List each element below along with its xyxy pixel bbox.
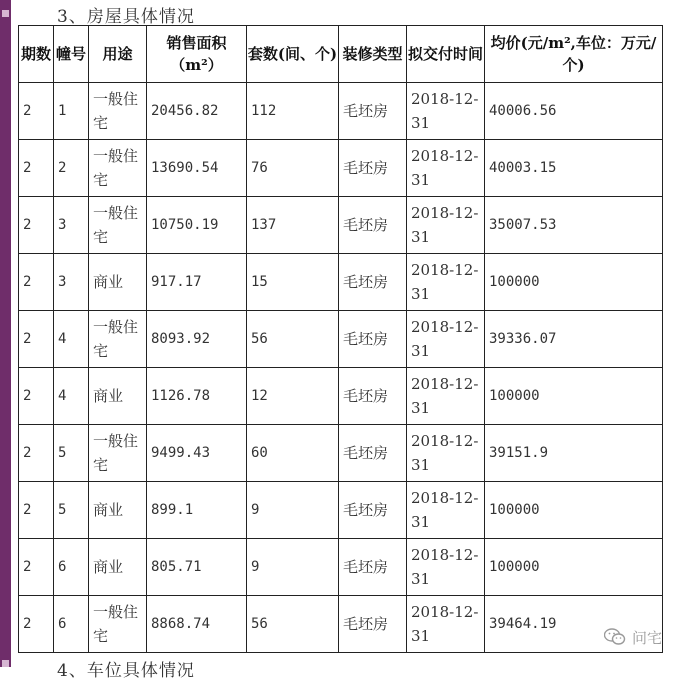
cell-usage: 一般住宅 xyxy=(89,140,147,197)
cell-area: 805.71 xyxy=(147,539,247,596)
table-row xyxy=(19,482,663,539)
header-units: 套数(间、个) xyxy=(247,26,339,83)
cell-decoration: 毛坯房 xyxy=(339,254,407,311)
cell-period: 2 xyxy=(19,368,54,425)
table-row xyxy=(19,140,663,197)
cell-area: 899.1 xyxy=(147,482,247,539)
cell-decoration: 毛坯房 xyxy=(339,596,407,653)
header-usage: 用途 xyxy=(89,26,147,83)
table-row xyxy=(19,368,663,425)
header-building: 幢号 xyxy=(54,26,89,83)
table-row xyxy=(19,539,663,596)
cell-decoration: 毛坯房 xyxy=(339,311,407,368)
watermark xyxy=(604,625,684,649)
cell-period: 2 xyxy=(19,197,54,254)
header-period: 期数 xyxy=(19,26,54,83)
cell-units: 56 xyxy=(247,311,339,368)
cell-price: 39151.9 xyxy=(485,425,663,482)
cell-usage: 一般住宅 xyxy=(89,311,147,368)
cell-area: 9499.43 xyxy=(147,425,247,482)
cell-price: 40003.15 xyxy=(485,140,663,197)
cell-period: 2 xyxy=(19,140,54,197)
cell-price: 39464.19 xyxy=(485,596,663,653)
cell-period: 2 xyxy=(19,311,54,368)
cell-units: 76 xyxy=(247,140,339,197)
cell-decoration: 毛坯房 xyxy=(339,368,407,425)
table-row xyxy=(19,254,663,311)
cell-building: 5 xyxy=(54,482,89,539)
cell-delivery: 2018-12-31 xyxy=(407,596,485,653)
cell-decoration: 毛坯房 xyxy=(339,539,407,596)
cell-period: 2 xyxy=(19,482,54,539)
cell-usage: 一般住宅 xyxy=(89,83,147,140)
cell-usage: 一般住宅 xyxy=(89,596,147,653)
header-decoration: 装修类型 xyxy=(339,26,407,83)
next-section-heading: 4、车位具体情况 xyxy=(57,661,195,681)
cell-decoration: 毛坯房 xyxy=(339,482,407,539)
cell-delivery: 2018-12-31 xyxy=(407,311,485,368)
cell-delivery: 2018-12-31 xyxy=(407,425,485,482)
cell-usage: 商业 xyxy=(89,254,147,311)
cell-usage: 商业 xyxy=(89,539,147,596)
cell-price: 35007.53 xyxy=(485,197,663,254)
cell-price: 100000 xyxy=(485,482,663,539)
cell-building: 3 xyxy=(54,254,89,311)
cell-usage: 一般住宅 xyxy=(89,197,147,254)
table-row xyxy=(19,425,663,482)
cell-building: 4 xyxy=(54,368,89,425)
cell-delivery: 2018-12-31 xyxy=(407,197,485,254)
cell-units: 112 xyxy=(247,83,339,140)
cell-area: 1126.78 xyxy=(147,368,247,425)
table-row xyxy=(19,596,663,653)
cell-usage: 商业 xyxy=(89,482,147,539)
cell-area: 8868.74 xyxy=(147,596,247,653)
cell-area: 20456.82 xyxy=(147,83,247,140)
wechat-logo-icon xyxy=(604,628,626,646)
cell-usage: 一般住宅 xyxy=(89,425,147,482)
cell-building: 1 xyxy=(54,83,89,140)
cell-building: 6 xyxy=(54,539,89,596)
cell-delivery: 2018-12-31 xyxy=(407,254,485,311)
cell-area: 917.17 xyxy=(147,254,247,311)
cell-decoration: 毛坯房 xyxy=(339,140,407,197)
header-area: 销售面积（m²） xyxy=(147,26,247,83)
bar-mark xyxy=(2,660,9,667)
housing-details-table xyxy=(18,25,663,653)
table-header-row xyxy=(19,26,663,83)
table-row xyxy=(19,197,663,254)
cell-delivery: 2018-12-31 xyxy=(407,83,485,140)
watermark-text: 问宅 xyxy=(632,628,663,647)
table-row xyxy=(19,83,663,140)
cell-units: 12 xyxy=(247,368,339,425)
cell-price: 100000 xyxy=(485,368,663,425)
cell-area: 10750.19 xyxy=(147,197,247,254)
header-price: 均价(元/m²,车位：万元/个) xyxy=(485,26,663,83)
cell-units: 9 xyxy=(247,539,339,596)
table-row xyxy=(19,311,663,368)
cell-building: 5 xyxy=(54,425,89,482)
bar-mark xyxy=(2,10,9,17)
cell-decoration: 毛坯房 xyxy=(339,83,407,140)
cell-price: 100000 xyxy=(485,539,663,596)
cell-usage: 商业 xyxy=(89,368,147,425)
left-decorative-bar xyxy=(0,0,11,667)
cell-delivery: 2018-12-31 xyxy=(407,482,485,539)
cell-building: 4 xyxy=(54,311,89,368)
cell-period: 2 xyxy=(19,425,54,482)
cell-building: 2 xyxy=(54,140,89,197)
cell-units: 56 xyxy=(247,596,339,653)
cell-units: 60 xyxy=(247,425,339,482)
cell-price: 100000 xyxy=(485,254,663,311)
cell-decoration: 毛坯房 xyxy=(339,197,407,254)
cell-delivery: 2018-12-31 xyxy=(407,368,485,425)
cell-units: 137 xyxy=(247,197,339,254)
cell-delivery: 2018-12-31 xyxy=(407,539,485,596)
cell-price: 40006.56 xyxy=(485,83,663,140)
header-delivery: 拟交付时间 xyxy=(407,26,485,83)
cell-units: 9 xyxy=(247,482,339,539)
cell-period: 2 xyxy=(19,83,54,140)
cell-period: 2 xyxy=(19,539,54,596)
cell-area: 8093.92 xyxy=(147,311,247,368)
cell-area: 13690.54 xyxy=(147,140,247,197)
cell-period: 2 xyxy=(19,596,54,653)
cell-building: 3 xyxy=(54,197,89,254)
cell-building: 6 xyxy=(54,596,89,653)
cell-delivery: 2018-12-31 xyxy=(407,140,485,197)
cell-period: 2 xyxy=(19,254,54,311)
cell-price: 39336.07 xyxy=(485,311,663,368)
cell-units: 15 xyxy=(247,254,339,311)
section-heading: 3、房屋具体情况 xyxy=(57,7,195,27)
cell-decoration: 毛坯房 xyxy=(339,425,407,482)
